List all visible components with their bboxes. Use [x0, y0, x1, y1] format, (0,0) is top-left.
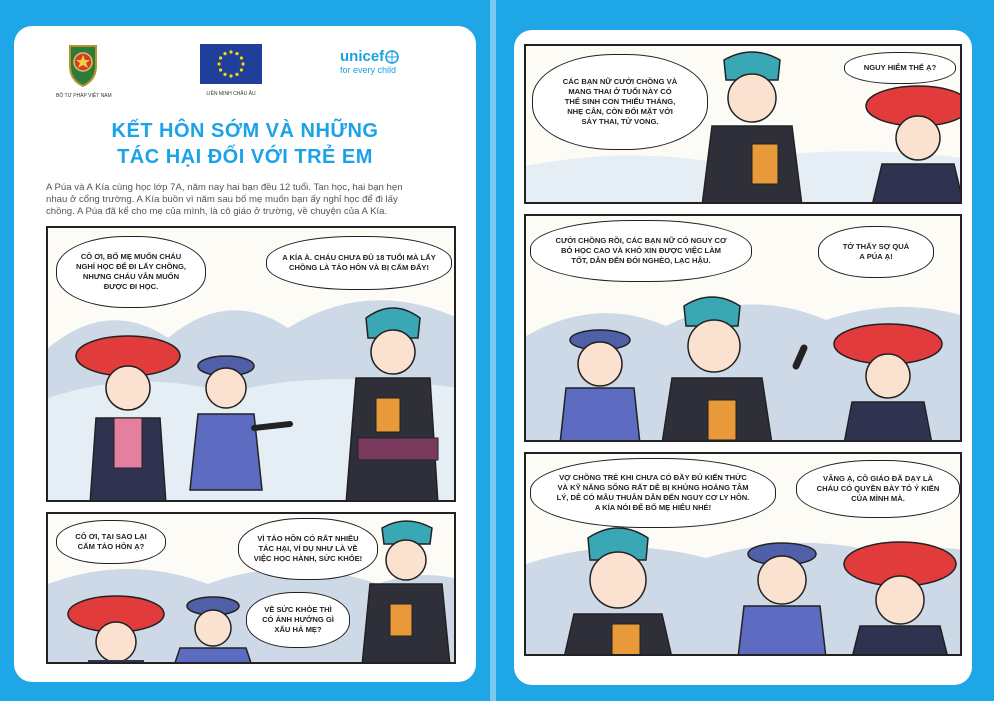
unicef-tagline: for every child [340, 65, 397, 75]
speech-bubble [532, 54, 708, 150]
page-title-line-2: TÁC HẠI ĐỐI VỚI TRẺ EM [117, 146, 373, 168]
speech-bubble [266, 236, 452, 290]
logo-row [14, 42, 476, 98]
bubble-line: CẤM TẢO HÔN Ạ? [77, 542, 145, 551]
intro-line: nhau ở cổng trường. A Kía buồn vì năm sau bố mẹ muốn bạn ấy nghỉ học để đi lấy [46, 194, 398, 205]
bubble-line: A KÍA À. CHÁU CHƯA ĐỦ 18 TUỔI MÀ LẤY [282, 253, 436, 262]
unicef-wordmark: unicef [340, 48, 385, 65]
bubble-line: CÔ ƠI, TẠI SAO LẠI [75, 532, 147, 541]
speech-bubble [530, 458, 776, 528]
bubble-line: VỢ CHỒNG TRẺ KHI CHƯA CÓ ĐẦY ĐỦ KIẾN THỨC [559, 473, 747, 482]
bubble-line: CHÁU CÓ QUYỀN BÀY TỎ Ý KIẾN [816, 484, 940, 493]
bubble-line: NGUY HIỂM THẾ Ạ? [863, 63, 937, 72]
bubble-line: VÀ KỸ NĂNG SỐNG RẤT DỄ BỊ KHỦNG HOẢNG TÂM [557, 483, 749, 492]
unicef-logo [340, 48, 420, 92]
speech-bubble [56, 520, 166, 564]
speech-bubble [530, 220, 752, 282]
bubble-line: TỚ THẤY SỢ QUÁ [842, 242, 910, 251]
speech-bubble [238, 518, 378, 580]
bubble-line: VIỆC HỌC HÀNH, SỨC KHỎE! [253, 554, 363, 563]
intro-paragraph [46, 182, 456, 218]
bubble-line: CƯỚI CHỒNG RỒI, CÁC BẠN NỮ CÓ NGUY CƠ [555, 236, 727, 245]
bubble-line: CỦA MÌNH MÀ. [851, 494, 905, 503]
ministry-of-justice-logo [56, 42, 112, 99]
left-page [14, 26, 476, 682]
bubble-line: CÁC BẠN NỮ CƯỚI CHỒNG VÀ [562, 77, 678, 86]
comic-panel-5 [524, 452, 962, 656]
bubble-line: ĐƯỢC ĐI HỌC. [103, 282, 159, 291]
bubble-line: NHẸ CÂN, CÒN ĐỐI MẶT VỚI [567, 107, 673, 116]
bubble-line: XẤU HẢ MẸ? [274, 625, 322, 634]
eu-flag-icon [200, 44, 262, 84]
speech-bubble [246, 592, 350, 648]
comic-panel-4 [524, 214, 962, 442]
spread-gutter [490, 0, 496, 701]
intro-line: A Púa và A Kía cùng học lớp 7A, năm nay hai bạn đều 12 tuổi. Tan học, hai bạn hẹn [46, 182, 403, 193]
bubble-line: TỐT, DẪN ĐẾN ĐÓI NGHÈO, LẠC HẬU. [571, 256, 711, 265]
bubble-line: NHƯNG CHÁU VẪN MUỐN [82, 272, 180, 281]
ministry-emblem-icon [66, 42, 100, 88]
bubble-line: CÔ ƠI, BỐ MẸ MUỐN CHÁU [80, 252, 182, 261]
bubble-line: TÁC HẠI, VÍ DỤ NHƯ LÀ VỀ [258, 544, 358, 553]
bubble-line: BỎ HỌC CAO VÀ KHÓ XIN ĐƯỢC VIỆC LÀM [560, 246, 722, 255]
bubble-line: VỀ SỨC KHỎE THÌ [264, 605, 332, 614]
eu-caption: LIÊN MINH CHÂU ÂU [206, 91, 256, 97]
speech-bubble [56, 236, 206, 308]
speech-bubble [818, 226, 934, 278]
page-title-line-1: KẾT HÔN SỚM VÀ NHỮNG [111, 120, 379, 142]
bubble-line: CÓ ẢNH HƯỞNG GÌ [262, 615, 334, 624]
unicef-globe-icon [385, 50, 399, 64]
bubble-line: VÌ TẢO HÔN CÓ RẤT NHIỀU [257, 534, 359, 543]
comic-panel-1 [46, 226, 456, 502]
bubble-line: MANG THAI Ở TUỔI NÀY CÓ [568, 87, 672, 96]
bubble-line: VÂNG Ạ, CÔ GIÁO ĐÃ DẠY LÀ [823, 474, 933, 483]
eu-logo [200, 44, 262, 97]
speech-bubble [844, 52, 956, 84]
bubble-line: NGHỈ HỌC ĐỂ ĐI LẤY CHỒNG, [76, 262, 186, 271]
comic-panel-3 [524, 44, 962, 204]
bubble-line: A KÍA NÓI ĐỂ BỐ MẸ HIỂU NHÉ! [594, 503, 712, 512]
bubble-line: LÝ, DỄ CÓ MÂU THUẪN DẪN ĐẾN NGUY CƠ LY HÔN. [556, 493, 750, 502]
bubble-line: A PÚA Ạ! [859, 252, 893, 261]
bubble-line: THỂ SINH CON THIẾU THÁNG, [564, 97, 676, 106]
comic-panel-2 [46, 512, 456, 664]
speech-bubble [796, 460, 960, 518]
bubble-line: SẢY THAI, TỬ VONG. [581, 117, 659, 126]
intro-line: chồng. A Púa đã kể cho mẹ của mình, là cô giáo ở trường, về chuyện của A Kía. [46, 206, 388, 217]
ministry-caption: BỘ TƯ PHÁP VIỆT NAM [56, 93, 112, 99]
bubble-line: CHỒNG LÀ TẢO HÔN VÀ BỊ CẤM ĐẤY! [288, 263, 430, 272]
right-page [514, 30, 972, 685]
